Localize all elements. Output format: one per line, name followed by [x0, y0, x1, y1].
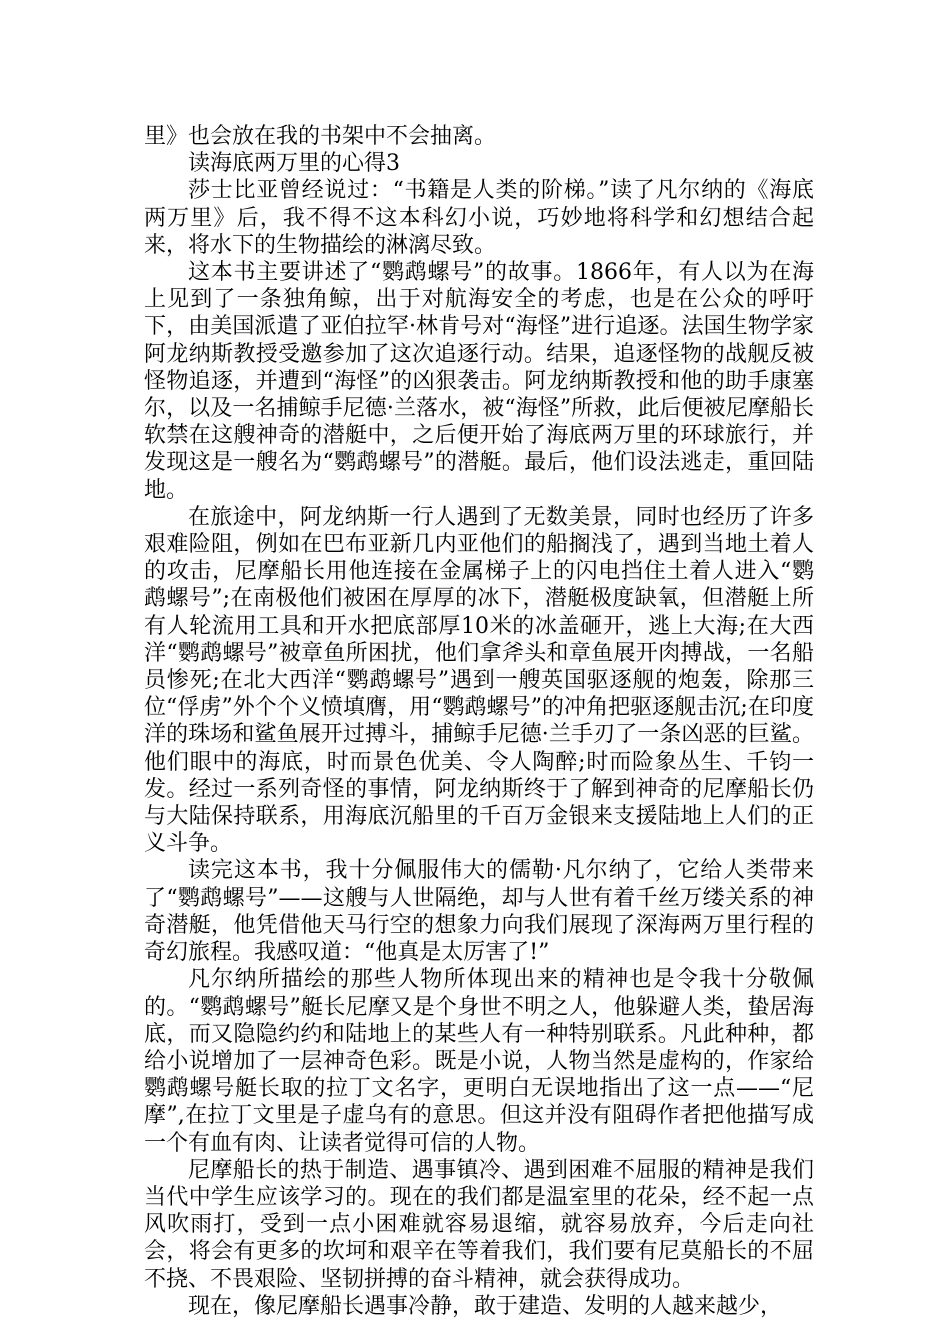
document-body	[144, 123, 814, 1320]
paragraph-continuation: 里》也会放在我的书架中不会抽离。	[144, 124, 497, 149]
paragraph: 尼摩船长的热于制造、遇事镇冷、遇到困难不屈服的精神是我们当代中学生应该学习的。现在的我们都是温室里的花朵，经不起一点风吹雨打，受到一点小困难就容易退缩，就容易放弃，今后走向社会，将会有更多的坎坷和艰辛在等着我们，我们要有尼莫船长的不屈不挠、不畏艰险、坚韧拼搏的奋斗精神，就会获得成功。	[144, 1157, 814, 1292]
paragraph: 现在，像尼摩船长遇事冷静，敢于建造、发明的人越来越少，	[188, 1293, 783, 1319]
section-heading: 读海底两万里的心得3	[188, 151, 400, 177]
paragraph: 在旅途中，阿龙纳斯一行人遇到了无数美景，同时也经历了许多艰难险阻，例如在巴布亚新几内亚他们的船搁浅了，遇到当地土着人的攻击，尼摩船长用他连接在金属梯子上的闪电挡住土着人进入“鹦鹉螺号”;在南极他们被困在厚厚的冰下，潜艇极度缺氧，但潜艇上所有人轮流用工具和开水把底部厚10米的冰盖砸开，逃上大海;在大西洋“鹦鹉螺号”被章鱼所困扰，他们拿斧头和章鱼展开肉搏战，一名船员惨死;在北大西洋“鹦鹉螺号”遇到一艘英国驱逐舰的炮轰，除那三位“俘虏”外个个义愤填膺，用“鹦鹉螺号”的冲角把驱逐舰击沉;在印度洋的珠场和鲨鱼展开过搏斗，捕鲸手尼德·兰手刃了一条凶恶的巨鲨。他们眼中的海底，时而景色优美、令人陶醉;时而险象丛生、千钧一发。经过一系列奇怪的事情，阿龙纳斯终于了解到神奇的尼摩船长仍与大陆保持联系，用海底沉船里的千百万金银来支援陆地上人们的正义斗争。	[144, 504, 814, 857]
paragraph: 读完这本书，我十分佩服伟大的儒勒·凡尔纳了，它给人类带来了“鹦鹉螺号”——这艘与人世隔绝，却与人世有着千丝万缕关系的神奇潜艇，他凭借他天马行空的想象力向我们展现了深海两万里行程的奇幻旅程。我感叹道：“他真是太厉害了!”	[144, 858, 814, 966]
paragraph: 莎士比亚曾经说过：“书籍是人类的阶梯。”读了凡尔纳的《海底两万里》后，我不得不这本科幻小说，巧妙地将科学和幻想结合起来，将水下的生物描绘的淋漓尽致。	[144, 178, 814, 258]
paragraph: 凡尔纳所描绘的那些人物所体现出来的精神也是令我十分敬佩的。“鹦鹉螺号”艇长尼摩又是个身世不明之人，他躲避人类，蛰居海底，而又隐隐约约和陆地上的某些人有一种特别联系。凡此种种，都给小说增加了一层神奇色彩。既是小说，人物当然是虚构的，作家给鹦鹉螺号艇长取的拉丁文名字，更明白无误地指出了这一点——“尼摩”,在拉丁文里是子虚乌有的意思。但这并没有阻碍作者把他描写成一个有血有肉、让读者觉得可信的人物。	[144, 967, 814, 1156]
paragraph: 这本书主要讲述了“鹦鹉螺号”的故事。1866年，有人以为在海上见到了一条独角鲸，出于对航海安全的考虑，也是在公众的呼吁下，由美国派遣了亚伯拉罕·林肯号对“海怪”进行追逐。法国生物学家阿龙纳斯教授受邀参加了这次追逐行动。结果，追逐怪物的战舰反被怪物追逐，并遭到“海怪”的凶狠袭击。阿龙纳斯教授和他的助手康塞尔，以及一名捕鲸手尼德·兰落水，被“海怪”所救，此后便被尼摩船长软禁在这艘神奇的潜艇中，之后便开始了海底两万里的环球旅行，并发现这是一艘名为“鹦鹉螺号”的潜艇。最后，他们设法逃走，重回陆地。	[144, 260, 814, 503]
